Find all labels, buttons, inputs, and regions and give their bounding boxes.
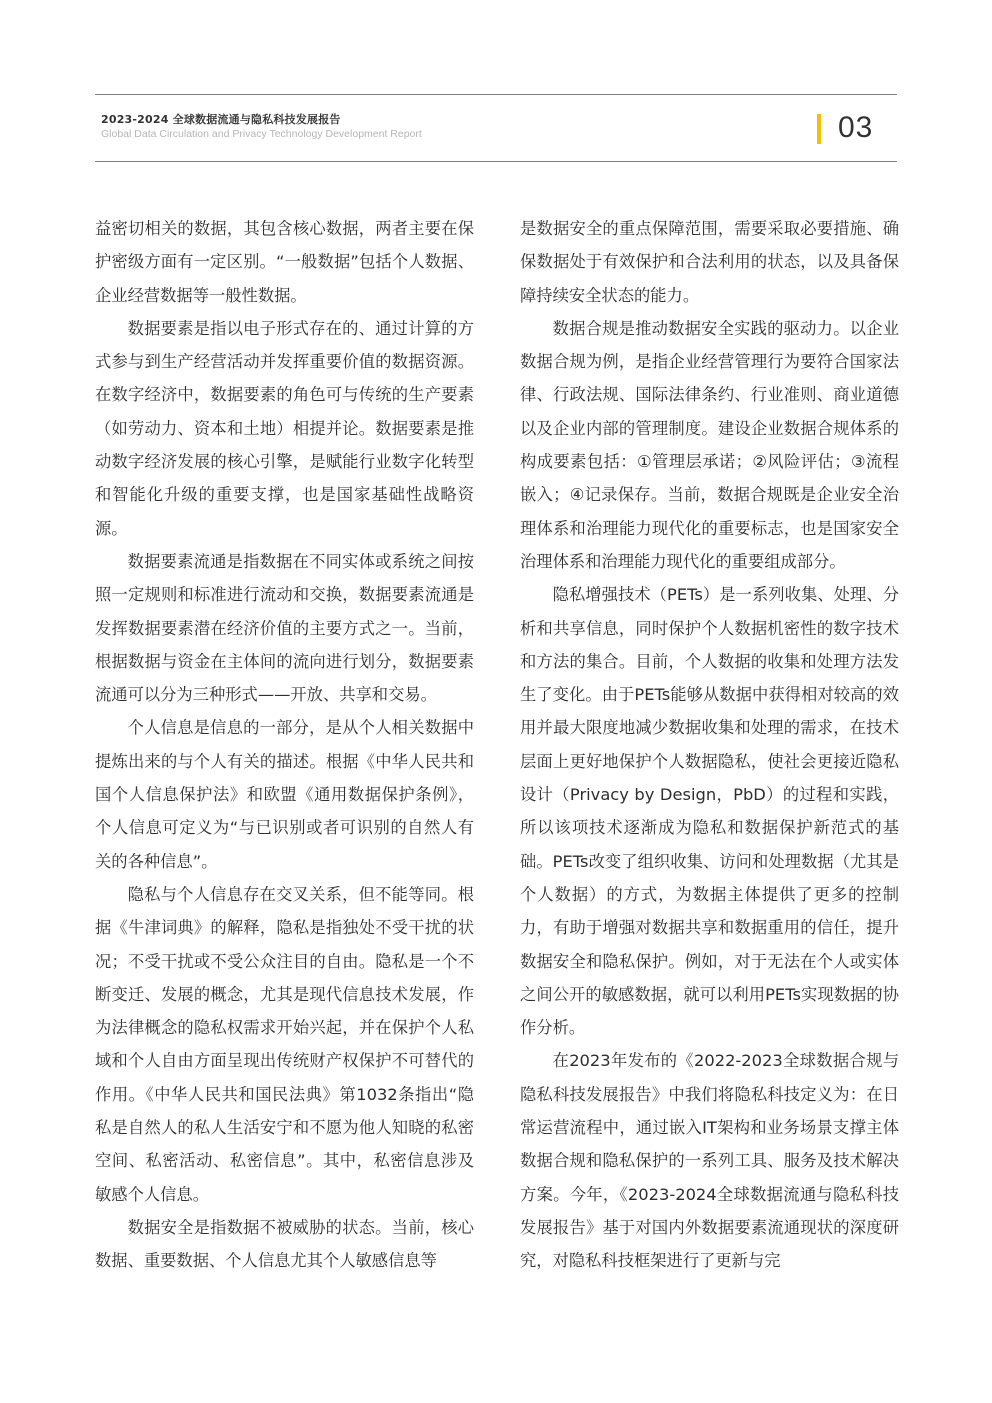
- paragraph: 隐私增强技术（PETs）是一系列收集、处理、分析和共享信息，同时保护个人数据机密性的数字技术和方法的集合。目前，个人数据的收集和处理方法发生了变化。由于PETs能够从数据中获得相对较高的效用并最大限度地减少数据收集和处理的需求，在技术层面上更好地保护个人数据隐私，使社会更接近隐私设计（Privacy by Design，PbD）的过程和实践，所以该项技术逐渐成为隐私和数据保护新范式的基础。PETs改变了组织收集、访问和处理数据（尤其是个人数据）的方式，为数据主体提供了更多的控制力，有助于增强对数据共享和数据重用的信任，提升数据安全和隐私保护。例如，对于无法在个人或实体之间公开的敏感数据，就可以利用PETs实现数据的协作分析。: [520, 585, 899, 1038]
- report-subtitle: Global Data Circulation and Privacy Technology Development Report: [101, 128, 422, 140]
- paragraph: 个人信息是信息的一部分，是从个人相关数据中提炼出来的与个人有关的描述。根据《中华人民共和国个人信息保护法》和欧盟《通用数据保护条例》，个人信息可定义为“与已识别或者可识别的自然人有关的各种信息”。: [95, 718, 474, 871]
- paragraph: 益密切相关的数据，其包含核心数据，两者主要在保护密级方面有一定区别。“一般数据”包括个人数据、企业经营数据等一般性数据。: [95, 219, 474, 305]
- report-title: 2023-2024 全球数据流通与隐私科技发展报告: [101, 113, 341, 126]
- paragraph: 数据要素流通是指数据在不同实体或系统之间按照一定规则和标准进行流动和交换，数据要素流通是发挥数据要素潜在经济价值的主要方式之一。当前，根据数据与资金在主体间的流向进行划分，数据要素流通可以分为三种形式——开放、共享和交易。: [95, 551, 474, 705]
- paragraph: 数据安全是指数据不被威胁的状态。当前，核心数据、重要数据、个人信息尤其个人敏感信息等: [95, 1217, 474, 1271]
- right-text-column: [520, 212, 899, 1278]
- paragraph: 是数据安全的重点保障范围，需要采取必要措施、确保数据处于有效保护和合法利用的状态，以及具备保障持续安全状态的能力。: [520, 219, 899, 305]
- header-top-rule: [95, 94, 897, 95]
- page-number-accent-bar: [817, 114, 821, 144]
- header-bottom-rule: [95, 161, 897, 162]
- paragraph: 隐私与个人信息存在交叉关系，但不能等同。根据《牛津词典》的解释，隐私是指独处不受干扰的状况；不受干扰或不受公众注目的自由。隐私是一个不断变迁、发展的概念，尤其是现代信息技术发展，作为法律概念的隐私权需求开始兴起，并在保护个人私域和个人自由方面呈现出传统财产权保护不可替代的作用。《中华人民共和国民法典》第1032条指出“隐私是自然人的私人生活安宁和不愿为他人知晓的私密空间、私密活动、私密信息”。其中，私密信息涉及敏感个人信息。: [95, 884, 474, 1204]
- paragraph: 在2023年发布的《2022-2023全球数据合规与隐私科技发展报告》中我们将隐私科技定义为：在日常运营流程中，通过嵌入IT架构和业务场景支撑主体数据合规和隐私保护的一系列工具、服务及技术解决方案。今年，《2023-2024全球数据流通与隐私科技发展报告》基于对国内外数据要素流通现状的深度研究，对隐私科技框架进行了更新与完: [520, 1051, 899, 1271]
- paragraph: 数据合规是推动数据安全实践的驱动力。以企业数据合规为例，是指企业经营管理行为要符合国家法律、行政法规、国际法律条约、行业准则、商业道德以及企业内部的管理制度。建设企业数据合规体系的构成要素包括：①管理层承诺；②风险评估；③流程嵌入；④记录保存。当前，数据合规既是企业安全治理体系和治理能力现代化的重要标志，也是国家安全治理体系和治理能力现代化的重要组成部分。: [520, 318, 899, 571]
- paragraph: 数据要素是指以电子形式存在的、通过计算的方式参与到生产经营活动并发挥重要价值的数据资源。在数字经济中，数据要素的角色可与传统的生产要素（如劳动力、资本和土地）相提并论。数据要素是推动数字经济发展的核心引擎，是赋能行业数字化转型和智能化升级的重要支撑，也是国家基础性战略资源。: [95, 318, 474, 538]
- page-number: 03: [838, 111, 874, 144]
- left-text-column: [95, 212, 474, 1278]
